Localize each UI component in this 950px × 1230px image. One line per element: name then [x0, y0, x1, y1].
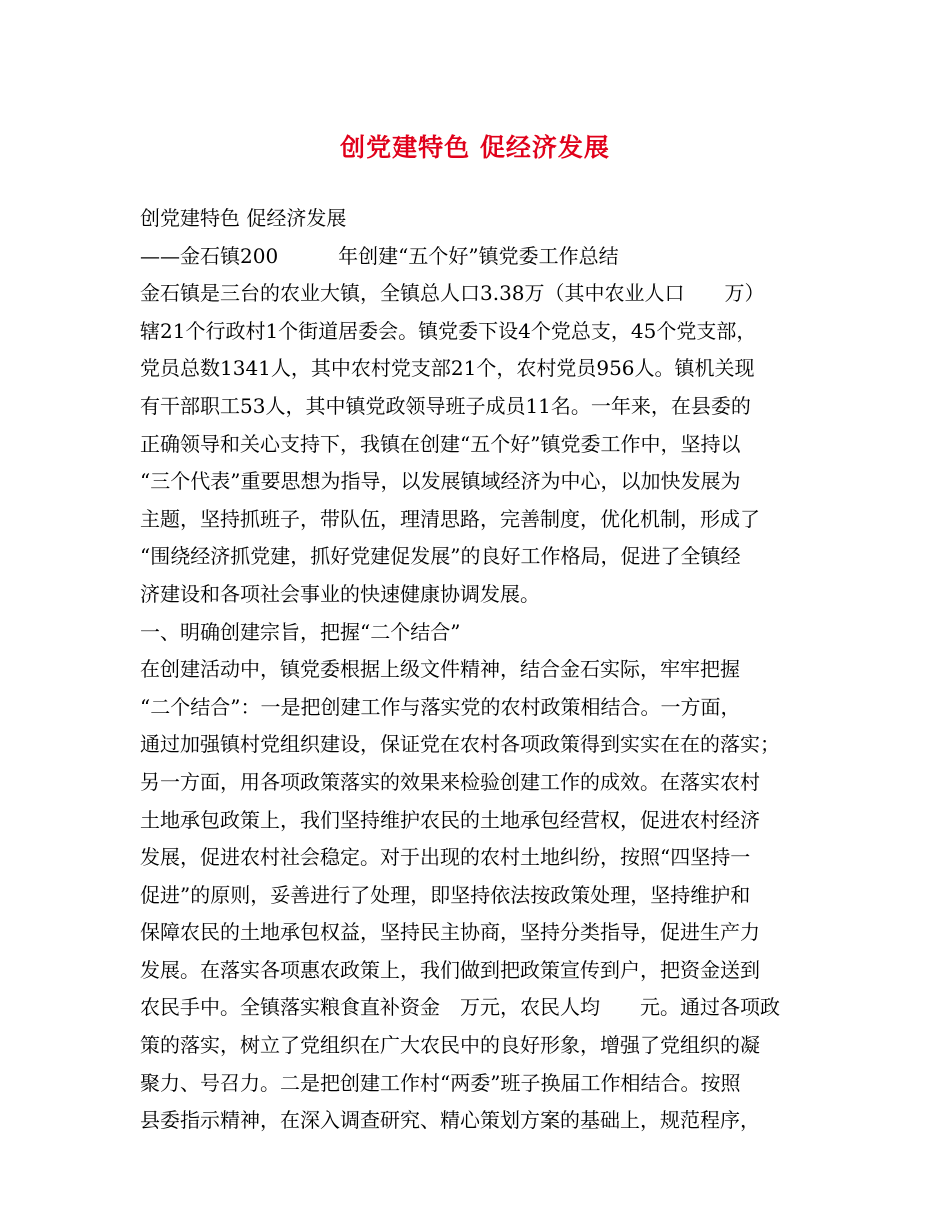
text-line: 一、明确创建宗旨，把握“二个结合” [140, 619, 461, 644]
text-line: “二个结合”：一是把创建工作与落实党的农村政策相结合。一方面， [140, 694, 741, 719]
text-line: 发展。在落实各项惠农政策上，我们做到把政策宣传到户，把资金送到 [140, 957, 760, 982]
text-line: 保障农民的土地承包权益，坚持民主协商，坚持分类指导，促进生产力 [140, 920, 760, 945]
document-body [140, 200, 820, 1140]
text-line: 党员总数1341人，其中农村党支部21个，农村党员956人。镇机关现 [140, 356, 755, 381]
text-line: 聚力、号召力。二是把创建工作村“两委”班子换届工作相结合。按照 [140, 1070, 741, 1095]
text-line: 在创建活动中，镇党委根据上级文件精神，结合金石实际，牢牢把握 [140, 657, 740, 682]
text-line: “围绕经济抓党建，抓好党建促发展”的良好工作格局，促进了全镇经 [140, 544, 741, 569]
text-line: ——金石镇200 年创建“五个好”镇党委工作总结 [140, 243, 619, 268]
text-line: 创党建特色 促经济发展 [140, 206, 347, 230]
text-line: 土地承包政策上，我们坚持维护农民的土地承包经营权，促进农村经济 [140, 807, 760, 832]
text-line: 正确领导和关心支持下，我镇在创建“五个好”镇党委工作中，坚持以 [140, 431, 741, 456]
text-line: “三个代表”重要思想为指导，以发展镇域经济为中心，以加快发展为 [140, 469, 741, 494]
text-line: 有干部职工53人，其中镇党政领导班子成员11名。一年来，在县委的 [140, 393, 751, 418]
text-line: 主题，坚持抓班子，带队伍，理清思路，完善制度，优化机制，形成了 [140, 506, 760, 531]
text-line: 发展，促进农村社会稳定。对于出现的农村土地纠纷，按照“四坚持一 [140, 845, 751, 870]
text-line: 策的落实，树立了党组织在广大农民中的良好形象，增强了党组织的凝 [140, 1033, 760, 1058]
text-line: 通过加强镇村党组织建设，保证党在农村各项政策得到实实在在的落实； [140, 732, 780, 757]
text-line: 济建设和各项社会事业的快速健康协调发展。 [140, 581, 540, 606]
document-title: 创党建特色 促经济发展 [340, 133, 610, 162]
text-line: 促进”的原则，妥善进行了处理，即坚持依法按政策处理，坚持维护和 [140, 882, 751, 907]
text-line: 县委指示精神，在深入调查研究、精心策划方案的基础上，规范程序， [140, 1108, 760, 1133]
text-line: 辖21个行政村1个街道居委会。镇党委下设4个党总支，45个党支部， [140, 318, 757, 343]
text-line: 农民手中。全镇落实粮食直补资金 万元，农民人均 元。通过各项政 [140, 995, 780, 1020]
text-line: 另一方面，用各项政策落实的效果来检验创建工作的成效。在落实农村 [140, 769, 760, 794]
text-line: 金石镇是三台的农业大镇，全镇总人口3.38万（其中农业人口 万） [140, 281, 765, 306]
